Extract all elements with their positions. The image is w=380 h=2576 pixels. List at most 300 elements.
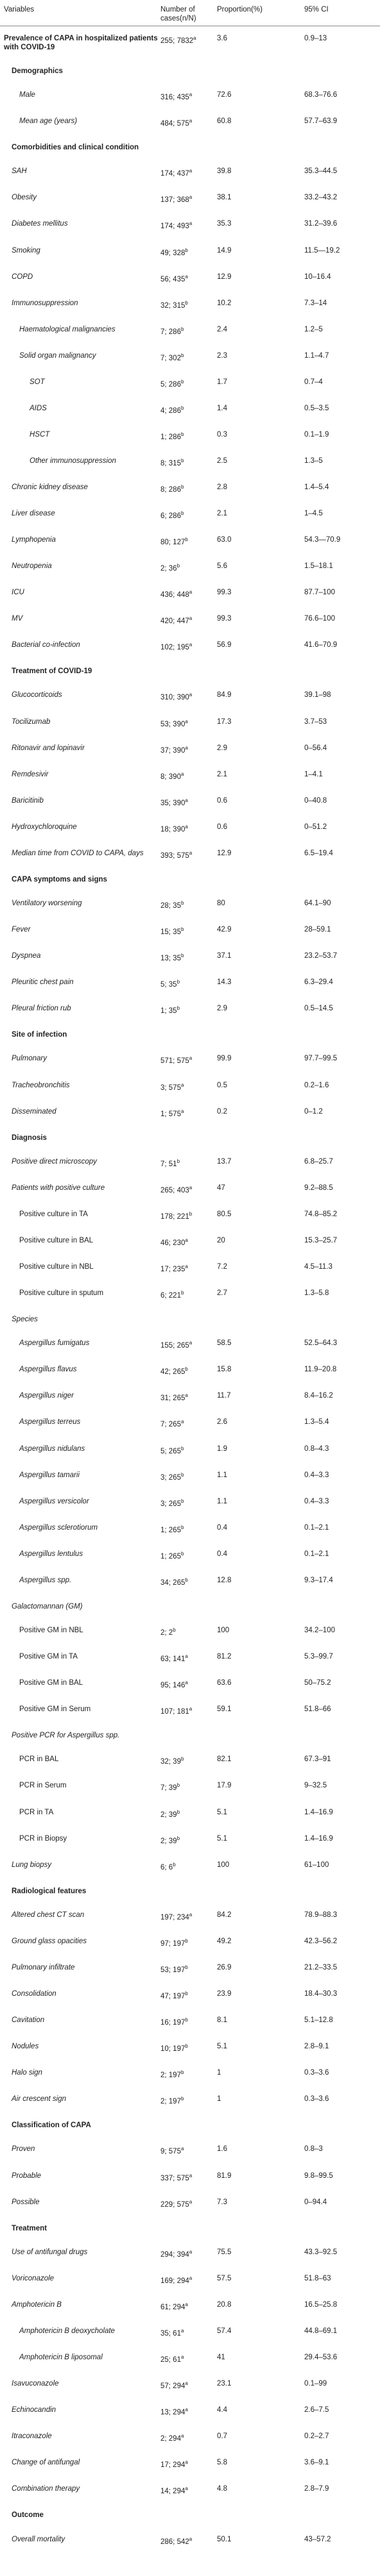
row-proportion: 56.9 xyxy=(217,641,232,649)
row-cases: 18; 390$^a$ xyxy=(160,823,188,833)
row-variable: Lung biopsy xyxy=(12,1861,52,1869)
table-row xyxy=(0,528,380,554)
row-ci: 68.3–76.6 xyxy=(304,91,338,99)
row-cases: 2; 294$^a$ xyxy=(160,2433,184,2443)
row-ci: 5.1–12.8 xyxy=(304,2016,333,2025)
row-proportion: 4.4 xyxy=(217,2406,227,2414)
row-cases: 31; 265$^a$ xyxy=(160,1393,188,1403)
row-cases: 337; 575$^a$ xyxy=(160,2172,193,2182)
table-row xyxy=(0,971,380,997)
row-variable: Air crescent sign xyxy=(12,2095,67,2103)
row-ci: 0.3–3.6 xyxy=(304,2069,329,2077)
row-ci: 2.6–7.5 xyxy=(304,2406,329,2414)
row-ci: 3.7–53 xyxy=(304,717,327,726)
row-proportion: 2.1 xyxy=(217,770,227,778)
row-variable: Pleural friction rub xyxy=(12,1005,71,1013)
row-proportion: 12.9 xyxy=(217,272,232,281)
row-variable: Positive GM in BAL xyxy=(19,1679,83,1687)
row-ci: 1.3–5.4 xyxy=(304,1418,329,1426)
row-cases: 53; 197$^b$ xyxy=(160,1964,188,1974)
row-cases: 571; 575$^a$ xyxy=(160,1055,193,1066)
row-cases: 484; 575$^a$ xyxy=(160,118,193,128)
row-variable: HSCT xyxy=(30,430,50,439)
row-proportion: 100 xyxy=(217,1861,230,1869)
table-row xyxy=(0,815,380,841)
table-row xyxy=(0,1853,380,1879)
row-cases: 7; 51$^b$ xyxy=(160,1158,180,1168)
table-row xyxy=(0,944,380,971)
row-ci: 1.4–16.9 xyxy=(304,1808,333,1816)
table-row xyxy=(0,1047,380,1073)
row-cases: 137; 368$^a$ xyxy=(160,194,193,205)
row-variable: Glucocorticoids xyxy=(12,691,62,699)
row-ci: 34.2–100 xyxy=(304,1627,335,1635)
row-variable: Pulmonary infiltrate xyxy=(12,1963,75,1971)
row-variable: Other immunosuppression xyxy=(30,456,116,465)
row-cases: 1; 35$^b$ xyxy=(160,1005,180,1016)
row-proportion: 26.9 xyxy=(217,1963,232,1971)
row-cases: 46; 230$^a$ xyxy=(160,1237,188,1247)
row-proportion: 75.5 xyxy=(217,2248,232,2256)
row-proportion: 12.8 xyxy=(217,1576,232,1584)
row-cases: 42; 265$^b$ xyxy=(160,1366,188,1376)
row-proportion: 41 xyxy=(217,2354,225,2362)
table-row xyxy=(0,1176,380,1202)
row-variable: PCR in Biopsy xyxy=(19,1834,67,1843)
row-variable: Bacterial co-infection xyxy=(12,641,80,649)
row-cases: 5; 265$^b$ xyxy=(160,1445,184,1455)
row-ci: 39.1–98 xyxy=(304,691,331,699)
row-cases: 53; 390$^a$ xyxy=(160,718,188,728)
row-cases: 3; 265$^b$ xyxy=(160,1498,184,1508)
row-proportion: 3.6 xyxy=(217,34,227,42)
row-variable: Disseminated xyxy=(12,1107,56,1116)
row-proportion: 8.1 xyxy=(217,2016,227,2025)
table-row xyxy=(0,2061,380,2087)
table-row xyxy=(0,2190,380,2216)
row-proportion: 57.5 xyxy=(217,2274,232,2282)
table-row xyxy=(0,1308,380,1332)
row-cases: 35; 61$^a$ xyxy=(160,2327,184,2338)
row-proportion: 81.9 xyxy=(217,2171,232,2180)
row-ci: 0.8–4.3 xyxy=(304,1444,329,1453)
row-proportion: 80 xyxy=(217,899,225,908)
row-ci: 21.2–33.5 xyxy=(304,1963,338,1971)
row-proportion: 84.2 xyxy=(217,1911,232,1919)
row-variable: Aspergillus nidulans xyxy=(19,1444,85,1453)
row-cases: 4; 286$^b$ xyxy=(160,405,184,415)
row-cases: 32; 39$^b$ xyxy=(160,1756,184,1766)
row-cases: 32; 315$^b$ xyxy=(160,299,188,310)
row-cases: 14; 294$^a$ xyxy=(160,2486,188,2496)
table-row xyxy=(0,2240,380,2266)
row-variable: Nodules xyxy=(12,2043,39,2051)
row-variable: Remdesivir xyxy=(12,770,49,778)
row-proportion: 13.7 xyxy=(217,1157,232,1166)
table-row xyxy=(0,136,380,160)
table-row xyxy=(0,607,380,633)
row-ci: 44.8–69.1 xyxy=(304,2327,338,2335)
row-cases: 265; 403$^a$ xyxy=(160,1184,193,1194)
row-ci: 0–1.2 xyxy=(304,1107,323,1116)
row-variable: Proven xyxy=(12,2145,35,2154)
row-cases: 3; 575$^a$ xyxy=(160,1082,184,1092)
row-proportion: 20.8 xyxy=(217,2300,232,2309)
row-ci: 11.9–20.8 xyxy=(304,1366,337,1374)
row-proportion: 1.9 xyxy=(217,1444,227,1453)
table-row xyxy=(0,841,380,867)
row-variable: PCR in BAL xyxy=(19,1755,59,1764)
row-ci: 0–56.4 xyxy=(304,744,327,752)
row-cases: 47; 197$^b$ xyxy=(160,1991,188,2000)
table-row xyxy=(0,2035,380,2061)
row-cases: 5; 286$^b$ xyxy=(160,378,184,389)
row-cases: 7; 265$^a$ xyxy=(160,1419,184,1429)
row-proportion: 37.1 xyxy=(217,952,232,960)
table-row xyxy=(0,554,380,580)
table-row xyxy=(0,1332,380,1358)
row-variable: Treatment xyxy=(12,2224,47,2232)
row-ci: 54.3—70.9 xyxy=(304,536,341,544)
row-proportion: 14.9 xyxy=(217,246,232,255)
table-row xyxy=(0,1437,380,1463)
table-row xyxy=(0,762,380,789)
table-row xyxy=(0,1202,380,1228)
row-cases: 9; 575$^a$ xyxy=(160,2146,184,2156)
row-variable: Median time from COVID to CAPA, days xyxy=(12,849,144,857)
row-proportion: 2.8 xyxy=(217,483,227,491)
row-ci: 0.5–3.5 xyxy=(304,404,329,412)
row-ci: 31.2–39.6 xyxy=(304,220,338,228)
table-header xyxy=(0,0,380,26)
row-ci: 97.7–99.5 xyxy=(304,1055,338,1063)
row-ci: 1.1–4.7 xyxy=(304,351,329,360)
row-variable: Treatment of COVID-19 xyxy=(12,667,92,676)
table-row xyxy=(0,581,380,607)
table-row xyxy=(0,2398,380,2425)
table-row xyxy=(0,2293,380,2319)
row-proportion: 2.9 xyxy=(217,1005,227,1013)
row-ci: 15.3–25.7 xyxy=(304,1236,338,1244)
row-ci: 9–32.5 xyxy=(304,1782,327,1790)
row-ci: 1.4–5.4 xyxy=(304,483,329,491)
row-proportion: 14.3 xyxy=(217,978,232,987)
row-proportion: 2.1 xyxy=(217,509,227,517)
row-variable: Aspergillus versicolor xyxy=(19,1497,89,1505)
row-variable: Ground glass opacities xyxy=(12,1937,87,1945)
row-cases: 286; 542$^a$ xyxy=(160,2536,193,2546)
row-variable: Neutropenia xyxy=(12,562,52,571)
row-variable: Possible xyxy=(12,2198,40,2206)
table-row xyxy=(0,891,380,917)
row-variable: Positive direct microscopy xyxy=(12,1157,97,1166)
row-ci: 11.5—19.2 xyxy=(304,246,340,255)
table-row xyxy=(0,1281,380,1307)
row-ci: 41.6–70.9 xyxy=(304,641,338,649)
row-variable: Cavitation xyxy=(12,2016,45,2025)
row-ci: 10–16.4 xyxy=(304,272,331,281)
table-row xyxy=(0,291,380,317)
row-variable: Aspergillus terreus xyxy=(19,1418,81,1426)
row-variable: Overall mortality xyxy=(12,2535,65,2543)
row-cases: 28; 35$^b$ xyxy=(160,900,184,910)
row-ci: 0.8–3 xyxy=(304,2145,323,2154)
row-cases: 17; 235$^a$ xyxy=(160,1264,188,1273)
row-cases: 10; 197$^b$ xyxy=(160,2043,188,2053)
row-variable: Aspergillus spp. xyxy=(19,1576,72,1584)
table-row xyxy=(0,2345,380,2371)
table-row xyxy=(0,1463,380,1489)
table-row xyxy=(0,1516,380,1542)
row-proportion: 100 xyxy=(217,1627,230,1635)
table-row xyxy=(0,710,380,736)
row-ci: 1.4–16.9 xyxy=(304,1834,333,1843)
table-row xyxy=(0,501,380,528)
row-ci: 9.8–99.5 xyxy=(304,2171,333,2180)
row-ci: 0–51.2 xyxy=(304,823,327,831)
row-cases: 80; 127$^b$ xyxy=(160,537,188,546)
row-ci: 43–57.2 xyxy=(304,2535,331,2543)
row-variable: Tocilizumab xyxy=(12,717,51,726)
row-variable: Comorbidities and clinical condition xyxy=(12,144,139,152)
row-cases: 178; 221$^b$ xyxy=(160,1210,193,1221)
row-cases: 2; 197$^b$ xyxy=(160,2096,184,2106)
row-proportion: 23.9 xyxy=(217,1990,232,1998)
row-cases: 7; 302$^b$ xyxy=(160,352,184,362)
row-cases: 3; 265$^b$ xyxy=(160,1471,184,1482)
row-variable: Aspergillus flavus xyxy=(19,1366,77,1374)
row-cases: 2; 2$^b$ xyxy=(160,1627,176,1637)
row-cases: 316; 435$^a$ xyxy=(160,92,193,101)
table-row xyxy=(0,1903,380,1929)
row-proportion: 58.5 xyxy=(217,1339,232,1348)
row-proportion: 57.4 xyxy=(217,2327,232,2335)
row-variable: Positive GM in NBL xyxy=(19,1627,83,1635)
row-ci: 50–75.2 xyxy=(304,1679,331,1687)
row-proportion: 7.3 xyxy=(217,2198,227,2206)
row-cases: 2; 39$^b$ xyxy=(160,1809,180,1819)
row-variable: Species xyxy=(12,1316,38,1324)
row-proportion: 49.2 xyxy=(217,1937,232,1945)
row-proportion: 0.2 xyxy=(217,1107,227,1116)
table-row xyxy=(0,1955,380,1982)
row-proportion: 2.4 xyxy=(217,325,227,333)
row-proportion: 10.2 xyxy=(217,299,232,307)
table-row xyxy=(0,2087,380,2114)
row-variable: Tracheobronchitis xyxy=(12,1081,70,1089)
row-cases: 197; 234$^a$ xyxy=(160,1911,193,1921)
table-row xyxy=(0,2008,380,2034)
row-proportion: 1.7 xyxy=(217,378,227,386)
row-variable: CAPA symptoms and signs xyxy=(12,875,107,883)
row-proportion: 82.1 xyxy=(217,1755,232,1764)
row-cases: 310; 390$^a$ xyxy=(160,692,193,702)
table-row xyxy=(0,1568,380,1594)
row-proportion: 4.8 xyxy=(217,2485,227,2493)
table-row xyxy=(0,1748,380,1774)
row-ci: 1.3–5.8 xyxy=(304,1289,329,1298)
row-cases: 1; 286$^b$ xyxy=(160,431,184,441)
table-row xyxy=(0,109,380,135)
row-cases: 35; 390$^a$ xyxy=(160,797,188,807)
table-row xyxy=(0,2164,380,2190)
table-row xyxy=(0,736,380,762)
row-cases: 169; 294$^a$ xyxy=(160,2275,193,2285)
row-proportion: 11.7 xyxy=(217,1392,231,1400)
row-ci: 0.7–4 xyxy=(304,378,323,386)
row-variable: Lymphopenia xyxy=(12,536,56,544)
table-row xyxy=(0,789,380,815)
row-proportion: 1.1 xyxy=(217,1471,227,1479)
row-proportion: 39.8 xyxy=(217,167,232,176)
table-row xyxy=(0,1594,380,1618)
row-cases: 7; 39$^b$ xyxy=(160,1782,180,1793)
row-cases: 13; 35$^b$ xyxy=(160,953,184,962)
row-variable: Voriconazole xyxy=(12,2274,55,2282)
table-row xyxy=(0,1982,380,2008)
row-cases: 8; 390$^a$ xyxy=(160,771,184,781)
row-variable: Fever xyxy=(12,926,31,934)
row-cases: 97; 197$^b$ xyxy=(160,1937,188,1948)
row-cases: 393; 575$^a$ xyxy=(160,849,193,860)
row-variable: Use of antifungal drugs xyxy=(12,2248,88,2256)
row-ci: 29.4–53.6 xyxy=(304,2354,338,2362)
table-row xyxy=(0,660,380,683)
table-row xyxy=(0,1618,380,1644)
row-ci: 3.6–9.1 xyxy=(304,2459,329,2467)
table-row xyxy=(0,265,380,291)
table-row xyxy=(0,2114,380,2137)
row-proportion: 2.5 xyxy=(217,456,227,465)
row-variable: Pleuritic chest pain xyxy=(12,978,74,987)
row-ci: 61–100 xyxy=(304,1861,329,1869)
row-proportion: 2.7 xyxy=(217,1289,227,1298)
row-ci: 0.5–14.5 xyxy=(304,1005,333,1013)
header-proportion: Proportion(%) xyxy=(217,6,263,13)
row-cases: 34; 265$^b$ xyxy=(160,1577,188,1587)
row-ci: 0.2–1.6 xyxy=(304,1081,329,1089)
row-cases: 56; 435$^a$ xyxy=(160,273,188,283)
row-variable: Classification of CAPA xyxy=(12,2121,91,2130)
table-row xyxy=(0,917,380,944)
row-variable: Change of antifungal xyxy=(12,2459,80,2467)
row-cases: 6; 6$^b$ xyxy=(160,1861,176,1871)
header-ci: 95% CI xyxy=(304,6,329,13)
row-proportion: 0.4 xyxy=(217,1550,227,1558)
row-cases: 15; 35$^b$ xyxy=(160,926,184,936)
row-variable: Itraconazole xyxy=(12,2432,52,2441)
row-ci: 1.2–5 xyxy=(304,325,323,333)
row-ci: 16.5–25.8 xyxy=(304,2300,338,2309)
row-variable: Diagnosis xyxy=(12,1133,47,1142)
table-row xyxy=(0,2319,380,2345)
row-variable: Demographics xyxy=(12,67,63,75)
table-row xyxy=(0,1644,380,1671)
table-row xyxy=(0,1800,380,1827)
row-ci: 1–4.1 xyxy=(304,770,323,778)
table-row xyxy=(0,2504,380,2527)
table-row xyxy=(0,2371,380,2398)
row-ci: 52.5–64.3 xyxy=(304,1339,338,1348)
row-ci: 0.9–13 xyxy=(304,34,327,42)
table-row xyxy=(0,997,380,1023)
row-variable: Aspergillus lentulus xyxy=(19,1550,83,1558)
table-row xyxy=(0,344,380,370)
row-variable: Dyspnea xyxy=(12,952,41,960)
table-row xyxy=(0,1384,380,1410)
table-row xyxy=(0,1023,380,1047)
table-row xyxy=(0,83,380,109)
table-row xyxy=(0,1542,380,1568)
row-proportion: 81.2 xyxy=(217,1653,232,1661)
row-cases: 16; 197$^b$ xyxy=(160,2017,188,2027)
row-ci: 8.4–16.2 xyxy=(304,1392,333,1400)
row-proportion: 17.9 xyxy=(217,1782,232,1790)
row-proportion: 0.7 xyxy=(217,2432,227,2441)
row-variable: COPD xyxy=(12,272,33,281)
row-variable: Positive culture in BAL xyxy=(19,1236,94,1244)
row-variable: Smoking xyxy=(12,246,40,255)
row-variable: Positive culture in sputum xyxy=(19,1289,104,1298)
row-proportion: 1 xyxy=(217,2095,221,2103)
row-proportion: 1 xyxy=(217,2069,221,2077)
table-row xyxy=(0,160,380,186)
row-ci: 0–40.8 xyxy=(304,796,327,805)
row-proportion: 5.1 xyxy=(217,1808,227,1816)
row-proportion: 5.1 xyxy=(217,2043,227,2051)
table-row xyxy=(0,212,380,238)
row-ci: 9.2–88.5 xyxy=(304,1183,333,1192)
row-cases: 1; 265$^b$ xyxy=(160,1524,184,1534)
row-proportion: 15.8 xyxy=(217,1366,232,1374)
row-variable: Positive culture in NBL xyxy=(19,1263,94,1271)
row-variable: MV xyxy=(12,615,23,623)
row-cases: 63; 141$^a$ xyxy=(160,1653,188,1663)
row-proportion: 2.6 xyxy=(217,1418,227,1426)
row-cases: 7; 286$^b$ xyxy=(160,326,184,336)
row-ci: 33.2–43.2 xyxy=(304,194,338,202)
row-proportion: 0.5 xyxy=(217,1081,227,1089)
row-variable: Outcome xyxy=(12,2511,44,2520)
table-row xyxy=(0,238,380,265)
row-cases: 2; 36$^b$ xyxy=(160,563,180,573)
row-proportion: 1.1 xyxy=(217,1497,227,1505)
row-ci: 6.3–29.4 xyxy=(304,978,333,987)
row-variable: Positive PCR for Aspergillus spp. xyxy=(12,1732,120,1740)
row-variable: Hydroxychloroquine xyxy=(12,823,77,831)
table-row xyxy=(0,1489,380,1516)
row-ci: 43.3–92.5 xyxy=(304,2248,338,2256)
row-variable: Haematological malignancies xyxy=(19,325,116,333)
row-ci: 0.4–3.3 xyxy=(304,1497,329,1505)
row-ci: 7.3–14 xyxy=(304,299,327,307)
row-cases: 229; 575$^a$ xyxy=(160,2198,193,2209)
row-ci: 78.9–88.3 xyxy=(304,1911,338,1919)
table-row xyxy=(0,26,380,59)
row-proportion: 84.9 xyxy=(217,691,232,699)
row-cases: 6; 286$^b$ xyxy=(160,510,184,520)
row-proportion: 99.3 xyxy=(217,589,232,597)
table-row xyxy=(0,475,380,501)
row-proportion: 0.3 xyxy=(217,430,227,439)
row-proportion: 35.3 xyxy=(217,220,232,228)
row-ci: 1–4.5 xyxy=(304,509,323,517)
table-row xyxy=(0,59,380,83)
row-ci: 67.3–91 xyxy=(304,1755,331,1764)
row-proportion: 50.1 xyxy=(217,2535,232,2543)
row-ci: 0.1–2.1 xyxy=(304,1550,329,1558)
row-cases: 5; 35$^b$ xyxy=(160,979,180,989)
